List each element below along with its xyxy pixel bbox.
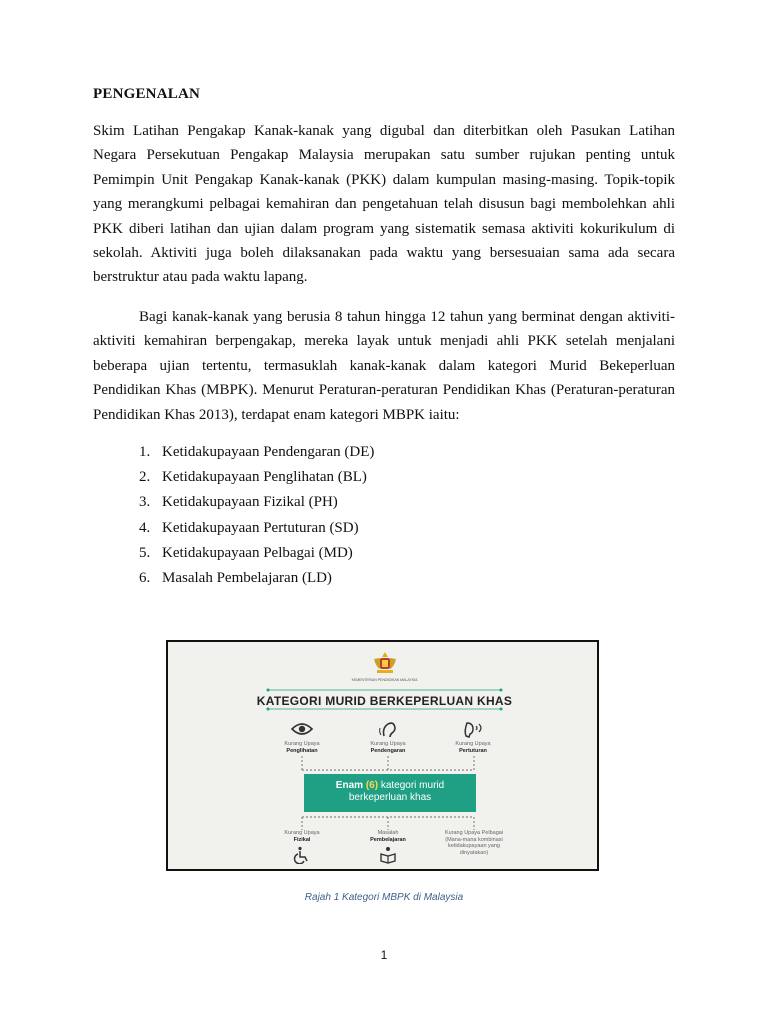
figure-caption: Rajah 1 Kategori MBPK di Malaysia xyxy=(304,892,464,903)
label-penglihatan: Kurang Upaya Penglihatan xyxy=(284,741,320,754)
intro-paragraph: Skim Latihan Pengakap Kanak-kanak yang digubal dan diterbitkan oleh Pasukan Latihan Negara Persekutuan Pengakap Malaysia merupakan satu sumber rujukan penting untuk Pemimpin Unit Pengakap Kanak-kanak (PKK) dalam kumpulan masing-masing. Topik-topik yang merangkumi pelbagai kemahiran dan pengetahuan telah disusun bagi membolehkan ahli PKK diberi latihan dan ujian dalam program yang sistematik semasa aktiviti kokurikulum di sekolah. Aktiviti juga boleh dilaksanakan pada waktu yang bersesuaian sama ada secara berstruktur atau pada waktu lapang. xyxy=(93,123,675,286)
figure-title: KATEGORI MURID BERKEPERLUAN KHAS xyxy=(256,694,513,708)
list-item: 3. Ketidakupayaan Fizikal (PH) xyxy=(139,494,338,511)
six-categories-box: Enam (6) kategori murid berkeperluan khas xyxy=(304,774,476,812)
mbpk-paragraph: Bagi kanak-kanak yang berusia 8 tahun hingga 12 tahun yang berminat dengan aktiviti-aktiviti kemahiran berpengakap, mereka layak untuk menjadi ahli PKK setelah menjalani beberapa ujian tertentu, termasuklah kanak-kanak dalam kategori Murid Bekeperluan Pendidikan Khas (MBPK). Menurut Peraturan-peraturan Pendidikan Khas (Peraturan-peraturan Pendidikan Khas 2013), terdapat enam kategori MBPK iaitu: xyxy=(93,309,675,423)
label-fizikal: Kurang Upaya Fizikal xyxy=(284,830,320,843)
eye-icon xyxy=(290,720,314,738)
list-item: 6. Masalah Pembelajaran (LD) xyxy=(139,569,332,586)
label-pelbagai: Kurang Upaya Pelbagai (Mana-mana kombinasi ketidakupayaan yang dinyatakan) xyxy=(444,830,504,856)
list-item: 4. Ketidakupayaan Pertuturan (SD) xyxy=(139,519,359,536)
label-pembelajaran: Masalah Pembelajaran xyxy=(370,830,406,843)
label-pendengaran: Kurang Upaya Pendengaran xyxy=(370,741,406,754)
list-item: 2. Ketidakupayaan Penglihatan (BL) xyxy=(139,469,367,486)
list-item: 1. Ketidakupayaan Pendengaran (DE) xyxy=(139,444,375,460)
ear-icon xyxy=(378,720,398,740)
mbpk-category-list xyxy=(139,440,374,591)
wheelchair-icon xyxy=(293,846,311,864)
ministry-label: KEMENTERIAN PENDIDIKAN MALAYSIA xyxy=(351,678,418,682)
section-heading: PENGENALAN xyxy=(93,86,201,102)
label-pertuturan: Kurang Upaya Pertuturan xyxy=(455,741,491,754)
page-number: 1 xyxy=(380,948,388,962)
book-reader-icon xyxy=(379,846,397,864)
speech-icon xyxy=(462,720,484,740)
mbpk-figure xyxy=(166,640,599,871)
coat-of-arms-icon xyxy=(371,650,399,676)
list-item: 5. Ketidakupayaan Pelbagai (MD) xyxy=(139,544,353,561)
